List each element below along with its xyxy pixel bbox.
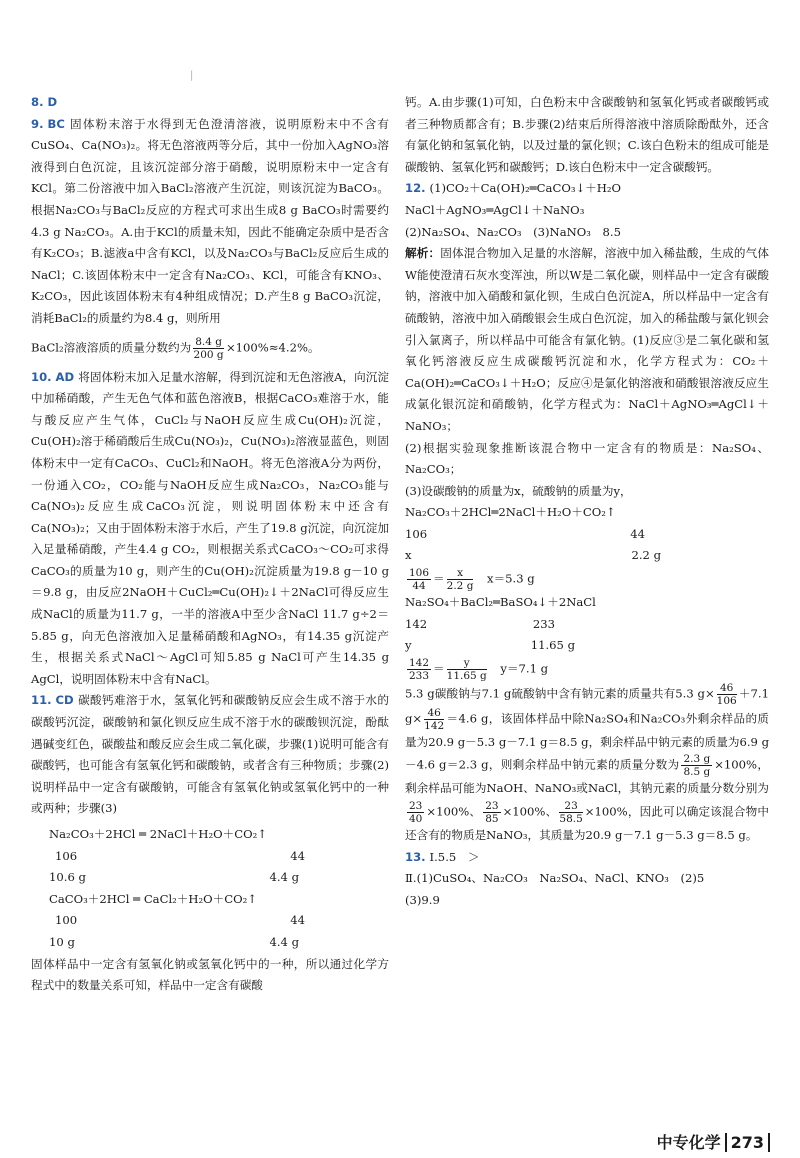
page-number: 273 (725, 1133, 770, 1152)
analysis-p2: (2)根据实验现象推断该混合物中一定含有的物质是：Na₂SO₄、Na₂CO₃； (405, 440, 769, 477)
answer-12: 12. (1)CO₂＋Ca(OH)₂═CaCO₃↓＋H₂O (405, 181, 622, 196)
fraction: $\frac{8.4 g}{200 g}$ (193, 335, 224, 361)
footer-label: 中专化学 (656, 1133, 721, 1152)
answer-13: 13. Ⅰ.5.5 ＞ (405, 849, 480, 864)
answer-10: 10. AD 将固体粉末加入足量水溶解，得到沉淀和无色溶液A，向沉淀中加稀硝酸，产生无色气体和蓝色溶液B，根据CaCO₃难溶于水，能与酸反应产生气体，CuCl₂与NaOH反应生成Cu(OH)₂沉淀，Cu(OH)₂溶于稀硝酸后生成Cu(NO₃)₂，Cu(NO₃)₂溶液显蓝色，则固体粉末中一定有CaCO₃、CuCl₂和NaOH。将无色溶液A分为两份，一份通入CO₂，CO₂能与NaOH反应生成Na₂CO₃，Na₂CO₃能与Ca(NO₃)₂反应生成CaCO₃沉淀，则说明固体粉末中还含有Ca(NO₃)₂；又由于固体粉末溶于水后，产生了19.8 g沉淀，向沉淀加入足量稀硝酸，产生4.4 g CO₂，则根据关系式CaCO₃～CO₂可求得CaCO₃的质量为10 g，则产生的Cu(OH)₂沉淀质量为19.8 g－10 g＝9.8 g，由反应2NaOH＋CuCl₂═Cu(OH)₂↓＋2NaCl可得反应生成NaCl的质量为11.7 g，一半的溶液A中至少含NaCl 11.7 g÷2＝5.85 g，向无色溶液加入足量稀硝酸和AgNO₃，有14.35 g沉淀产生，根据关系式NaCl～AgCl可知5.85 g NaCl可产生14.35 g AgCl，说明固体粉末中含有NaCl。 (31, 369, 389, 686)
answer-8: 8. D (31, 95, 58, 109)
analysis-p4: 5.3 g碳酸钠与7.1 g硫酸钠中含有钠元素的质量共有5.3 g× $\frac{46}{106}$ ＋7.1 g× $\frac{46}{142}$ ＝4.6 g，该固体样品中除Na₂SO₄和Na₂CO₃外剩余样品的质量为20.9 g－5.3 g－7.1 g＝8.5 g，剩余样品中钠元素的质量为6.9 g－4.6 g＝2.3 g，则剩余样品中钠元素的质量分数为 $\frac{2.3 g}{8.5 g}$ ×100%，剩余样品可能为NaOH、NaNO₃或NaCl，其钠元素的质量分数分别为 $\frac{23}{40}$ ×100%、 $\frac{23}{85}$ ×100%、 $\frac{23}{58.5}$ ×100%，因此可以确定该混合物中还含有的物质是NaNO₃，其质量为20.9 g－7.1 g－5.3 g＝8.5 g。 (405, 681, 769, 843)
left-column (31, 92, 389, 997)
proportion-1: $\frac{106}{44}$ ＝ $\frac{x}{2.2 g}$ x＝5.3 g (409, 567, 535, 593)
answer-13-part2: Ⅱ.(1)CuSO₄、Na₂CO₃ Na₂SO₄、NaCl、KNO₃ (2)5 (405, 871, 705, 886)
proportion-2: $\frac{142}{233}$ ＝ $\frac{y}{11.65 g}$ y＝7.1 g (409, 656, 549, 682)
page-footer (657, 1130, 770, 1153)
answer-11-cont: 固体样品中一定含有氢氧化钠或氢氧化钙中的一种，所以通过化学方程式中的数量关系可知，样品中一定含有碳酸 (31, 956, 389, 993)
answer-9-fraction: BaCl₂溶液溶质的质量分数约为 $\frac{8.4 g}{200 g}$ ×100%≈4.2%。 (31, 335, 320, 361)
answer-11-end: 钙。A.由步骤(1)可知，白色粉末中含碳酸钠和氢氧化钙或者碳酸钙或者三种物质都含有；B.步骤(2)结束后所得溶液中溶质除酚酞外，还含有氯化钠和氢氧化钠，以及过量的氯化钡；C.该白色粉末的组成可能是碳酸钠、氢氧化钙和碳酸钙；D.该白色粉末中一定含碳酸钙。 (405, 95, 769, 174)
stray-mark: | (190, 70, 194, 81)
equation-block-3: Na₂CO₃＋2HCl═2NaCl＋H₂O＋CO₂↑ 106 44 x 2.2 g $\frac{106}{44}$ ＝ $\frac{x}{2.2 g}$ x＝5.3 g Na₂SO₄＋BaCl₂═BaSO₄↓＋2NaCl 142 233 y 11.65 g $\frac{142}{233}$ ＝ $\frac{y}{11.65 g}$ y＝7.1 g (405, 502, 769, 682)
analysis-p3: (3)设碳酸钠的质量为x，硫酸钠的质量为y， (405, 483, 632, 498)
answer-12-part2: (2)Na₂SO₄、Na₂CO₃ (3)NaNO₃ 8.5 (405, 224, 621, 239)
answer-11: 11. CD 碳酸钙难溶于水，氢氧化钙和碳酸钠反应会生成不溶于水的碳酸钙沉淀，碳酸钠和氯化钡反应生成不溶于水的碳酸钡沉淀，酚酞遇碱变红色，碳酸盐和酸反应会生成二氧化碳，步骤(1)说明可能含有碳酸钙，也可能含有氢氧化钙和碳酸钠，或者含有三种物质；步骤(2)说明样品中一定含有碳酸钠，可能含有氢氧化钠或氢氧化钙中的一种或两种；步骤(3) (31, 693, 389, 816)
answer-9: 9. BC 固体粉末溶于水得到无色澄清溶液，说明原粉末中不含有CuSO₄、Ca(NO₃)₂。将无色溶液两等分后，其中一份加入AgNO₃溶液得到白色沉淀，且该沉淀部分溶于硝酸，说明原粉末中一定含有KCl。第二份溶液中加入BaCl₂溶液产生沉淀，则该沉淀为BaCO₃。根据Na₂CO₃与BaCl₂反应的方程式可求出生成8 g BaCO₃时需要约4.3 g Na₂CO₃。A.由于KCl的质量未知，因此不能确定杂质中是否含有K₂CO₃；B.滤液a中含有KCl，以及Na₂CO₃与BaCl₂反应后生成的NaCl；C.该固体粉末中一定含有Na₂CO₃、KCl，可能含有KNO₃、K₂CO₃，因此该固体粉末有4种组成情况；D.产生8 g BaCO₃沉淀，消耗BaCl₂的质量约为8.4 g，则所用 (31, 116, 389, 325)
equation-block-1: Na₂CO₃＋2HCl ═ 2NaCl＋H₂O＋CO₂↑ 106 44 10.6 g 4.4 g CaCO₃＋2HCl ═ CaCl₂＋H₂O＋CO₂↑ 100 44 10 g 4.4 g (49, 827, 305, 949)
answer-13-part3: (3)9.9 (405, 892, 440, 907)
right-column (405, 92, 769, 911)
answer-12-eq2: NaCl＋AgNO₃═AgCl↓＋NaNO₃ (405, 202, 585, 217)
analysis: 解析：固体混合物加入足量的水溶解，溶液中加入稀盐酸，生成的气体W能使澄清石灰水变浑浊，所以W是二氧化碳，则样品中一定含有碳酸钠，溶液中加入硝酸和氯化钡，生成白色沉淀A，所以样品中一定含有硫酸钠，溶液中加入硝酸银会生成白色沉淀，加入的稀盐酸与氯化钡会引入氯离子，所以样品中可能含有氯化钠。(1)反应③是二氧化碳和氢氧化钙溶液反应生成碳酸钙沉淀和水，化学方程式为：CO₂＋Ca(OH)₂═CaCO₃↓＋H₂O；反应④是氯化钠溶液和硝酸银溶液反应生成氯化银沉淀和硝酸钠，化学方程式为：NaCl＋AgNO₃═AgCl↓＋NaNO₃； (405, 246, 769, 433)
